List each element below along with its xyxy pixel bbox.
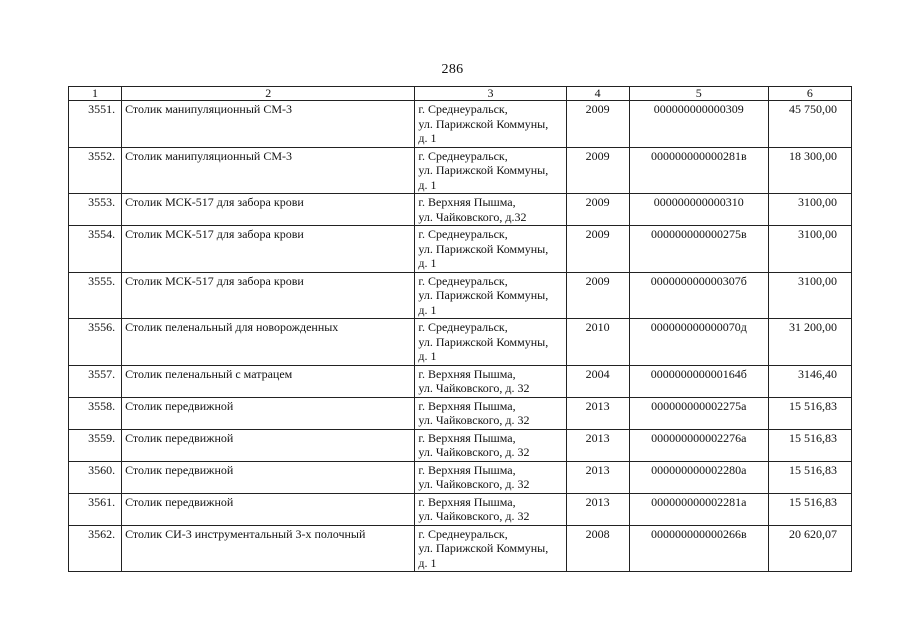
item-address bbox=[415, 397, 566, 429]
address-line: ул. Чайковского, д. 32 bbox=[418, 413, 530, 427]
inventory-number: 000000000002276а bbox=[629, 429, 768, 461]
address-line: г. Верхняя Пышма, bbox=[418, 494, 516, 509]
item-cost: 3100,00 bbox=[768, 226, 851, 273]
address-line: г. Среднеуральск, bbox=[418, 273, 508, 288]
item-address bbox=[415, 101, 566, 148]
item-address bbox=[415, 226, 566, 273]
item-name: Столик передвижной bbox=[122, 461, 415, 493]
address-line: ул. Парижской Коммуны, bbox=[418, 241, 549, 256]
inventory-number: 000000000000164б bbox=[629, 365, 768, 397]
item-cost: 45 750,00 bbox=[768, 101, 851, 148]
row-number: 3554. bbox=[69, 226, 122, 273]
inventory-number: 000000000002280а bbox=[629, 461, 768, 493]
table-row bbox=[69, 319, 852, 366]
row-number: 3559. bbox=[69, 429, 122, 461]
item-year: 2009 bbox=[566, 272, 629, 319]
inventory-number: 000000000000309 bbox=[629, 101, 768, 148]
row-number: 3560. bbox=[69, 461, 122, 493]
item-name: Столик СИ-3 инструментальный 3-х полочный bbox=[122, 525, 415, 572]
column-header: 5 bbox=[629, 87, 768, 101]
table-row bbox=[69, 525, 852, 572]
inventory-number: 000000000000310 bbox=[629, 194, 768, 226]
table-row bbox=[69, 493, 852, 525]
address-line: ул. Чайковского, д.32 bbox=[418, 209, 527, 224]
address-line: ул. Парижской Коммуны, bbox=[418, 116, 549, 131]
address-line: ул. Парижской Коммуны, bbox=[418, 541, 549, 555]
column-header: 6 bbox=[768, 87, 851, 101]
column-header-row bbox=[69, 87, 852, 101]
inventory-number: 000000000000281в bbox=[629, 147, 768, 194]
item-year: 2013 bbox=[566, 429, 629, 461]
item-year: 2009 bbox=[566, 226, 629, 273]
address-line: г. Среднеуральск, bbox=[418, 148, 508, 163]
item-name: Столик передвижной bbox=[122, 397, 415, 429]
row-number: 3553. bbox=[69, 194, 122, 226]
address-line: г. Верхняя Пышма, bbox=[418, 366, 516, 381]
address-line: ул. Чайковского, д. 32 bbox=[418, 509, 530, 523]
item-year: 2004 bbox=[566, 365, 629, 397]
item-cost: 3100,00 bbox=[768, 272, 851, 319]
inventory-number: 000000000002281а bbox=[629, 493, 768, 525]
item-year: 2013 bbox=[566, 461, 629, 493]
item-name: Столик пеленальный для новорожденных bbox=[122, 319, 415, 366]
item-cost: 15 516,83 bbox=[768, 429, 851, 461]
inventory-number: 000000000000307б bbox=[629, 272, 768, 319]
item-address bbox=[415, 319, 566, 366]
item-cost: 3100,00 bbox=[768, 194, 851, 226]
item-address bbox=[415, 272, 566, 319]
table-row bbox=[69, 272, 852, 319]
item-address bbox=[415, 429, 566, 461]
item-name: Столик передвижной bbox=[122, 493, 415, 525]
address-line: г. Среднеуральск, bbox=[418, 227, 508, 241]
item-cost: 15 516,83 bbox=[768, 493, 851, 525]
row-number: 3558. bbox=[69, 397, 122, 429]
item-cost: 20 620,07 bbox=[768, 525, 851, 572]
item-name: Столик МСК-517 для забора крови bbox=[122, 226, 415, 273]
page-number: 286 bbox=[441, 62, 464, 77]
inventory-number: 000000000002275а bbox=[629, 397, 768, 429]
row-number: 3561. bbox=[69, 493, 122, 525]
inventory-number: 000000000000266в bbox=[629, 525, 768, 572]
item-year: 2008 bbox=[566, 525, 629, 572]
address-line: д. 1 bbox=[418, 131, 437, 145]
item-year: 2009 bbox=[566, 147, 629, 194]
item-name: Столик пеленальный с матрацем bbox=[122, 365, 415, 397]
item-name: Столик МСК-517 для забора крови bbox=[122, 194, 415, 226]
row-number: 3556. bbox=[69, 319, 122, 366]
address-line: г. Среднеуральск, bbox=[418, 526, 508, 541]
item-year: 2010 bbox=[566, 319, 629, 366]
item-year: 2013 bbox=[566, 397, 629, 429]
item-address bbox=[415, 147, 566, 194]
table-row bbox=[69, 397, 852, 429]
item-address bbox=[415, 525, 566, 572]
item-cost: 15 516,83 bbox=[768, 397, 851, 429]
item-address bbox=[415, 365, 566, 397]
item-name: Столик МСК-517 для забора крови bbox=[122, 272, 415, 319]
item-cost: 31 200,00 bbox=[768, 319, 851, 366]
address-line: ул. Чайковского, д. 32 bbox=[418, 381, 530, 395]
table-row bbox=[69, 101, 852, 148]
table-row bbox=[69, 461, 852, 493]
column-header: 2 bbox=[122, 87, 415, 101]
table-row bbox=[69, 147, 852, 194]
address-line: г. Среднеуральск, bbox=[418, 102, 508, 116]
table-body bbox=[69, 101, 852, 572]
address-line: д. 1 bbox=[418, 555, 437, 570]
row-number: 3555. bbox=[69, 272, 122, 319]
item-address bbox=[415, 461, 566, 493]
table-row bbox=[69, 194, 852, 226]
row-number: 3562. bbox=[69, 525, 122, 572]
row-number: 3552. bbox=[69, 147, 122, 194]
item-address bbox=[415, 493, 566, 525]
item-year: 2013 bbox=[566, 493, 629, 525]
address-line: ул. Парижской Коммуны, bbox=[418, 163, 549, 177]
column-header: 4 bbox=[566, 87, 629, 101]
address-line: ул. Парижской Коммуны, bbox=[418, 288, 549, 302]
address-line: ул. Парижской Коммуны, bbox=[418, 334, 549, 349]
table-row bbox=[69, 226, 852, 273]
address-line: г. Верхняя Пышма, bbox=[418, 398, 516, 413]
item-cost: 15 516,83 bbox=[768, 461, 851, 493]
address-line: г. Верхняя Пышма, bbox=[418, 430, 516, 445]
column-header: 1 bbox=[69, 87, 122, 101]
inventory-number: 000000000000070д bbox=[629, 319, 768, 366]
table-row bbox=[69, 429, 852, 461]
item-cost: 18 300,00 bbox=[768, 147, 851, 194]
address-line: д. 1 bbox=[418, 349, 437, 363]
address-line: г. Среднеуральск, bbox=[418, 320, 508, 334]
item-address bbox=[415, 194, 566, 226]
table-row bbox=[69, 365, 852, 397]
item-name: Столик передвижной bbox=[122, 429, 415, 461]
registry-table bbox=[68, 86, 852, 572]
item-name: Столик манипуляционный СМ-3 bbox=[122, 101, 415, 148]
item-year: 2009 bbox=[566, 101, 629, 148]
column-header: 3 bbox=[415, 87, 566, 101]
address-line: д. 1 bbox=[418, 177, 437, 192]
item-cost: 3146,40 bbox=[768, 365, 851, 397]
address-line: г. Верхняя Пышма, bbox=[418, 462, 516, 477]
address-line: ул. Чайковского, д. 32 bbox=[418, 477, 530, 491]
inventory-number: 000000000000275в bbox=[629, 226, 768, 273]
address-line: д. 1 bbox=[418, 256, 437, 270]
row-number: 3557. bbox=[69, 365, 122, 397]
address-line: д. 1 bbox=[418, 302, 437, 317]
item-year: 2009 bbox=[566, 194, 629, 226]
address-line: г. Верхняя Пышма, bbox=[418, 195, 516, 209]
item-name: Столик манипуляционный СМ-3 bbox=[122, 147, 415, 194]
address-line: ул. Чайковского, д. 32 bbox=[418, 445, 530, 459]
row-number: 3551. bbox=[69, 101, 122, 148]
